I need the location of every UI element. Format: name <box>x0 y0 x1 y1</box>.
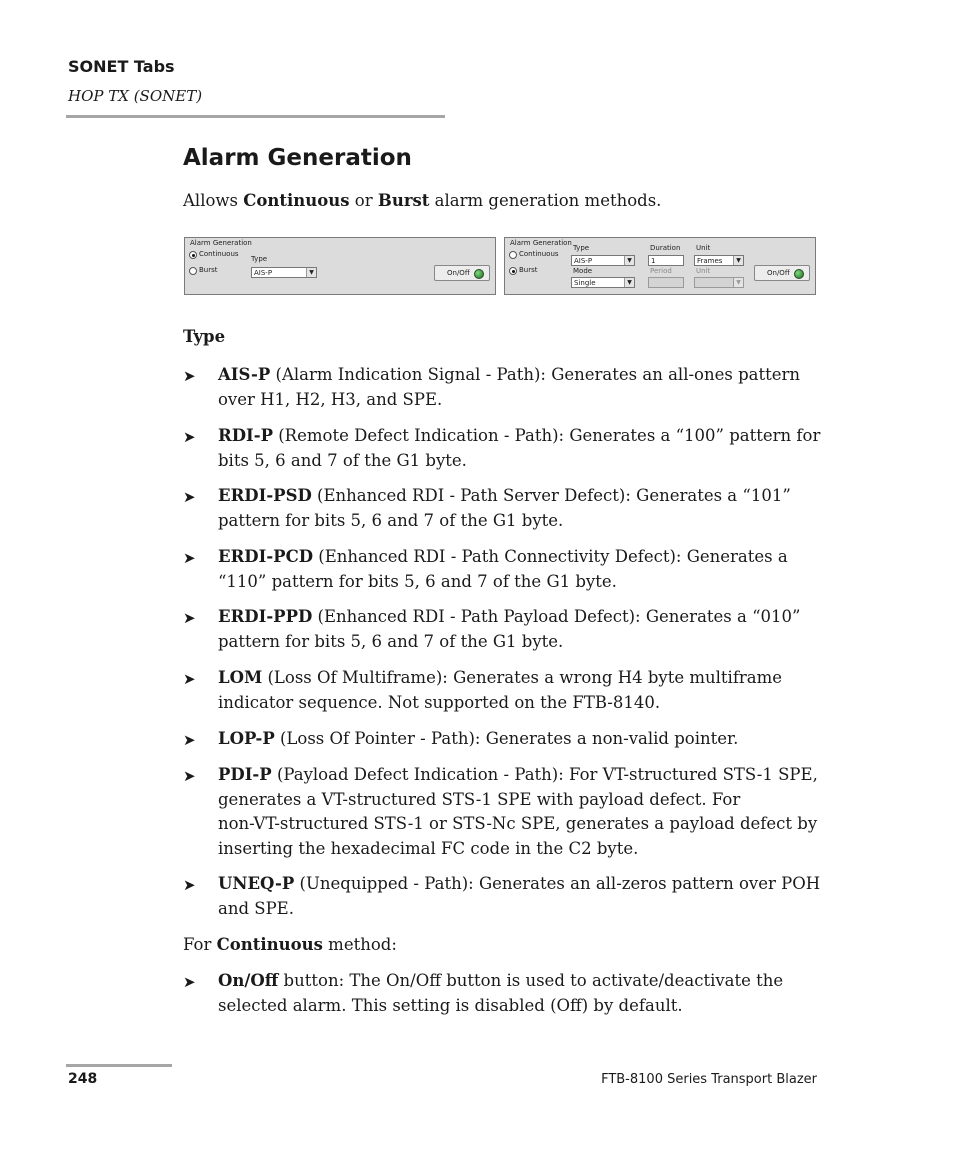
list-item: AIS-P (Alarm Indication Signal - Path): Generates an all-ones pattern over H1, H2, H3, and SPE. <box>218 365 801 409</box>
product-name: FTB-8100 Series Transport Blazer <box>601 1072 817 1087</box>
bullet-arrow-icon: ➤ <box>183 488 196 506</box>
continuous-method-paragraph: For Continuous method: <box>183 935 397 954</box>
mode-select[interactable]: Single ▼ <box>571 277 635 288</box>
group-label: Alarm Generation <box>510 239 572 247</box>
running-header-section: SONET Tabs <box>68 57 175 76</box>
chevron-down-icon: ▼ <box>733 256 743 265</box>
burst-radio[interactable] <box>509 267 517 275</box>
status-led-icon <box>474 269 484 279</box>
bullet-arrow-icon: ➤ <box>183 549 196 567</box>
bullet-arrow-icon: ➤ <box>183 609 196 627</box>
burst-radio-label: Burst <box>519 266 538 274</box>
chevron-down-icon: ▼ <box>624 256 634 265</box>
type-heading: Type <box>183 327 226 346</box>
alarm-generation-panel-burst <box>504 237 816 295</box>
page-number: 248 <box>68 1071 98 1087</box>
bullet-arrow-icon: ➤ <box>183 670 196 688</box>
period-label: Period <box>650 267 672 275</box>
type-label: Type <box>573 244 590 252</box>
status-led-icon <box>794 269 804 279</box>
header-rule <box>66 115 445 118</box>
list-item: LOM (Loss Of Multiframe): Generates a wrong H4 byte multiframe indicator sequence. Not supported on the FTB-8140. <box>218 668 783 712</box>
bullet-arrow-icon: ➤ <box>183 973 196 991</box>
type-label: Type <box>251 255 268 263</box>
type-select[interactable]: AIS-P ▼ <box>251 267 317 278</box>
unit-label: Unit <box>696 244 711 252</box>
mode-label: Mode <box>573 267 593 275</box>
bullet-arrow-icon: ➤ <box>183 767 196 785</box>
unit2-label: Unit <box>696 267 711 275</box>
chevron-down-icon: ▼ <box>306 268 316 277</box>
continuous-radio[interactable] <box>189 251 197 259</box>
bullet-arrow-icon: ➤ <box>183 731 196 749</box>
duration-label: Duration <box>650 244 681 252</box>
list-item: UNEQ-P (Unequipped - Path): Generates an all-zeros pattern over POH and SPE. <box>218 874 821 918</box>
burst-radio[interactable] <box>189 267 197 275</box>
list-item: On/Off button: The On/Off button is used to activate/deactivate the selected alarm. This setting is disabled (Off) by default. <box>218 971 784 1015</box>
bullet-arrow-icon: ➤ <box>183 367 196 385</box>
continuous-radio[interactable] <box>509 251 517 259</box>
type-select[interactable]: AIS-P ▼ <box>571 255 635 266</box>
intro-paragraph: Allows Continuous or Burst alarm generation methods. <box>183 191 662 210</box>
unit2-select[interactable] <box>694 277 744 288</box>
duration-input[interactable]: 1 <box>648 255 684 266</box>
burst-radio-label: Burst <box>199 266 218 274</box>
list-item: LOP-P (Loss Of Pointer - Path): Generates a non-valid pointer. <box>218 729 739 748</box>
on-off-button[interactable]: On/Off <box>434 265 490 281</box>
list-item: ERDI-PCD (Enhanced RDI - Path Connectivity Defect): Generates a “110” pattern for bits 5, 6 and 7 of the G1 byte. <box>218 547 788 591</box>
continuous-radio-label: Continuous <box>519 250 559 258</box>
bullet-arrow-icon: ➤ <box>183 876 196 894</box>
bullet-arrow-icon: ➤ <box>183 428 196 446</box>
list-item: PDI-P (Payload Defect Indication - Path): For VT-structured STS-1 SPE, generates a VT-structured STS-1 SPE with payload defect. For non-VT-structured STS-1 or STS-Nc SPE, generates a payload defect by inserting the hexadecimal FC code in the C2 byte. <box>218 765 818 858</box>
alarm-generation-panel-continuous <box>184 237 496 295</box>
period-input[interactable] <box>648 277 684 288</box>
footer-rule <box>66 1064 172 1067</box>
unit-select[interactable]: Frames ▼ <box>694 255 744 266</box>
continuous-radio-label: Continuous <box>199 250 239 258</box>
on-off-button[interactable]: On/Off <box>754 265 810 281</box>
list-item: ERDI-PSD (Enhanced RDI - Path Server Defect): Generates a “101” pattern for bits 5, 6 and 7 of the G1 byte. <box>218 486 791 530</box>
running-header-subsection: HOP TX (SONET) <box>68 87 203 105</box>
chevron-down-icon: ▼ <box>733 278 743 287</box>
section-title: Alarm Generation <box>183 145 412 171</box>
list-item: RDI-P (Remote Defect Indication - Path): Generates a “100” pattern for bits 5, 6 and 7 of the G1 byte. <box>218 426 821 470</box>
group-label: Alarm Generation <box>190 239 252 247</box>
list-item: ERDI-PPD (Enhanced RDI - Path Payload Defect): Generates a “010” pattern for bits 5, 6 and 7 of the G1 byte. <box>218 607 801 651</box>
chevron-down-icon: ▼ <box>624 278 634 287</box>
